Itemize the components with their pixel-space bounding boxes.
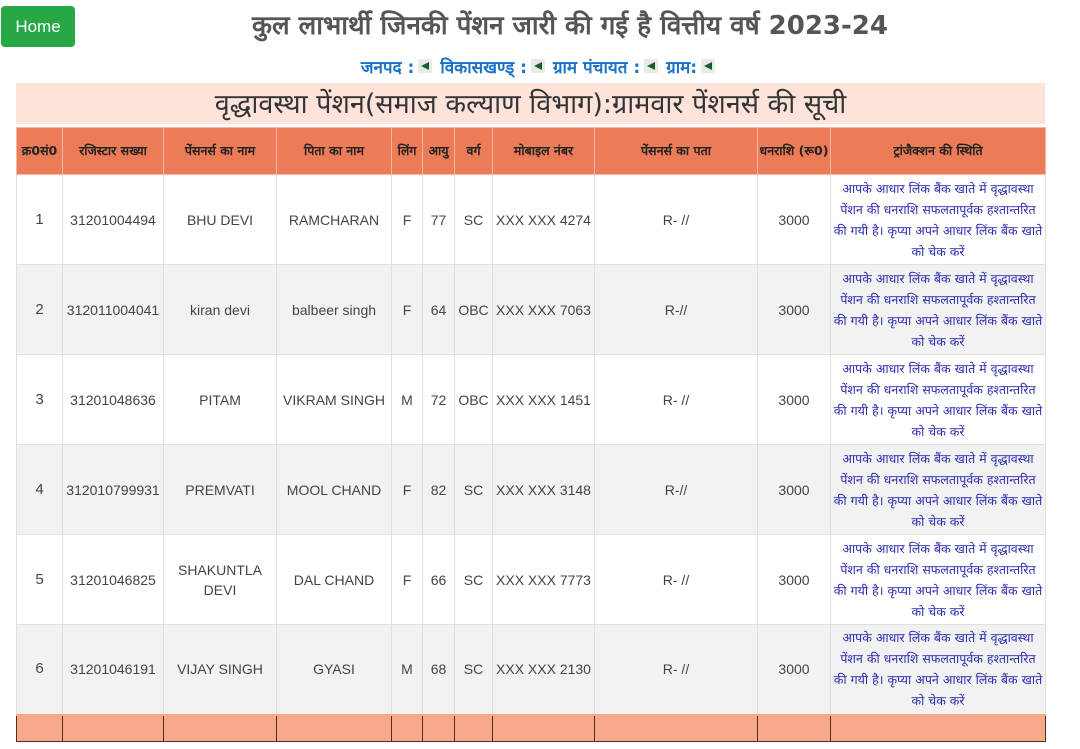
cell-address: R- // [595,535,758,625]
col-serial: क्र0सं0 [17,128,63,175]
cell-register-no: 312011004041 [63,265,164,355]
footer-cell [164,715,277,742]
cell-serial: 1 [17,175,63,265]
cell-gender: M [392,625,423,715]
cell-pensioner-name: kiran devi [164,265,277,355]
cell-age: 77 [423,175,455,265]
table-row [17,265,1046,355]
cell-pensioner-name: VIJAY SINGH [164,625,277,715]
cell-register-no: 312010799931 [63,445,164,535]
cell-mobile: XXX XXX 3148 [493,445,595,535]
col-father-name: पिता का नाम [277,128,392,175]
cell-mobile: XXX XXX 4274 [493,175,595,265]
cell-gender: M [392,355,423,445]
cell-transaction-status: आपके आधार लिंक बैंक खाते में वृद्धावस्था पेंशन की धनराशि सफलतापूर्वक हश्तान्तरित की गयी है। कृप्या अपने आधार लिंक बैंक खाते को चेक करें [831,175,1046,265]
footer-cell [455,715,493,742]
page-title: कुल लाभार्थी जिनकी पेंशन जारी की गई है वित्तीय वर्ष 2023-24 [252,11,888,41]
col-age: आयु [423,128,455,175]
col-category: वर्ग [455,128,493,175]
filter-label: जनपद : [360,57,415,78]
cell-category: OBC [455,265,493,355]
pensioners-table-container [16,83,1045,742]
triangle-left-icon[interactable] [644,59,658,73]
home-button[interactable]: Home [1,6,75,47]
cell-gender: F [392,265,423,355]
cell-amount: 3000 [758,535,831,625]
cell-pensioner-name: PREMVATI [164,445,277,535]
cell-transaction-status: आपके आधार लिंक बैंक खाते में वृद्धावस्था पेंशन की धनराशि सफलतापूर्वक हश्तान्तरित की गयी है। कृप्या अपने आधार लिंक बैंक खाते को चेक करें [831,535,1046,625]
footer-cell [423,715,455,742]
table-caption: वृद्धावस्था पेंशन(समाज कल्याण विभाग):ग्रामवार पेंशनर्स की सूची [16,83,1045,127]
cell-amount: 3000 [758,265,831,355]
cell-serial: 3 [17,355,63,445]
cell-address: R-// [595,265,758,355]
triangle-left-icon[interactable] [531,59,545,73]
cell-age: 64 [423,265,455,355]
filter-gram-panchayat [553,55,658,78]
cell-serial: 4 [17,445,63,535]
cell-register-no: 31201048636 [63,355,164,445]
cell-age: 82 [423,445,455,535]
cell-gender: F [392,445,423,535]
col-address: पेंसनर्स का पता [595,128,758,175]
cell-age: 68 [423,625,455,715]
pensioners-table [16,127,1046,742]
footer-cell [17,715,63,742]
cell-address: R- // [595,625,758,715]
filter-label: विकासखण्ड् : [440,57,527,78]
cell-serial: 5 [17,535,63,625]
cell-category: OBC [455,355,493,445]
triangle-left-icon[interactable] [418,59,432,73]
cell-amount: 3000 [758,445,831,535]
cell-serial: 6 [17,625,63,715]
table-row [17,355,1046,445]
triangle-left-icon[interactable] [701,59,715,73]
col-pensioner-name: पेंसनर्स का नाम [164,128,277,175]
col-gender: लिंग [392,128,423,175]
filter-district [361,55,432,78]
cell-mobile: XXX XXX 2130 [493,625,595,715]
cell-category: SC [455,445,493,535]
cell-transaction-status: आपके आधार लिंक बैंक खाते में वृद्धावस्था पेंशन की धनराशि सफलतापूर्वक हश्तान्तरित की गयी है। कृप्या अपने आधार लिंक बैंक खाते को चेक करें [831,355,1046,445]
footer-cell [595,715,758,742]
cell-amount: 3000 [758,355,831,445]
footer-cell [277,715,392,742]
cell-age: 72 [423,355,455,445]
cell-father-name: balbeer singh [277,265,392,355]
filter-label: ग्राम पंचायत : [552,57,641,78]
cell-father-name: MOOL CHAND [277,445,392,535]
col-register-no: रजिस्टार सख्या [63,128,164,175]
cell-register-no: 31201046191 [63,625,164,715]
cell-gender: F [392,175,423,265]
cell-mobile: XXX XXX 7773 [493,535,595,625]
table-row [17,535,1046,625]
footer-cell [758,715,831,742]
location-filters [0,53,1080,79]
cell-father-name: RAMCHARAN [277,175,392,265]
col-amount: धनराशि (रू0) [758,128,831,175]
cell-pensioner-name: SHAKUNTLA DEVI [164,535,277,625]
col-transaction-status: ट्रांजैक्शन की स्थिति [831,128,1046,175]
cell-mobile: XXX XXX 7063 [493,265,595,355]
cell-gender: F [392,535,423,625]
cell-register-no: 31201046825 [63,535,164,625]
table-footer-row [17,715,1046,742]
cell-father-name: DAL CHAND [277,535,392,625]
cell-age: 66 [423,535,455,625]
cell-pensioner-name: BHU DEVI [164,175,277,265]
cell-transaction-status: आपके आधार लिंक बैंक खाते में वृद्धावस्था पेंशन की धनराशि सफलतापूर्वक हश्तान्तरित की गयी है। कृप्या अपने आधार लिंक बैंक खाते को चेक करें [831,265,1046,355]
filter-village [666,55,715,78]
cell-amount: 3000 [758,625,831,715]
col-mobile: मोबाइल नंबर [493,128,595,175]
cell-address: R- // [595,175,758,265]
table-row [17,625,1046,715]
footer-cell [493,715,595,742]
cell-category: SC [455,535,493,625]
filter-block [440,55,545,78]
cell-father-name: VIKRAM SINGH [277,355,392,445]
footer-cell [63,715,164,742]
cell-transaction-status: आपके आधार लिंक बैंक खाते में वृद्धावस्था पेंशन की धनराशि सफलतापूर्वक हश्तान्तरित की गयी है। कृप्या अपने आधार लिंक बैंक खाते को चेक करें [831,445,1046,535]
cell-father-name: GYASI [277,625,392,715]
cell-mobile: XXX XXX 1451 [493,355,595,445]
cell-pensioner-name: PITAM [164,355,277,445]
footer-cell [831,715,1046,742]
cell-category: SC [455,625,493,715]
cell-transaction-status: आपके आधार लिंक बैंक खाते में वृद्धावस्था पेंशन की धनराशि सफलतापूर्वक हश्तान्तरित की गयी है। कृप्या अपने आधार लिंक बैंक खाते को चेक करें [831,625,1046,715]
footer-cell [392,715,423,742]
table-row [17,175,1046,265]
cell-address: R- // [595,355,758,445]
cell-address: R-// [595,445,758,535]
cell-category: SC [455,175,493,265]
filter-label: ग्राम: [666,57,698,78]
cell-serial: 2 [17,265,63,355]
cell-register-no: 31201004494 [63,175,164,265]
table-header-row [17,128,1046,175]
cell-amount: 3000 [758,175,831,265]
table-row [17,445,1046,535]
